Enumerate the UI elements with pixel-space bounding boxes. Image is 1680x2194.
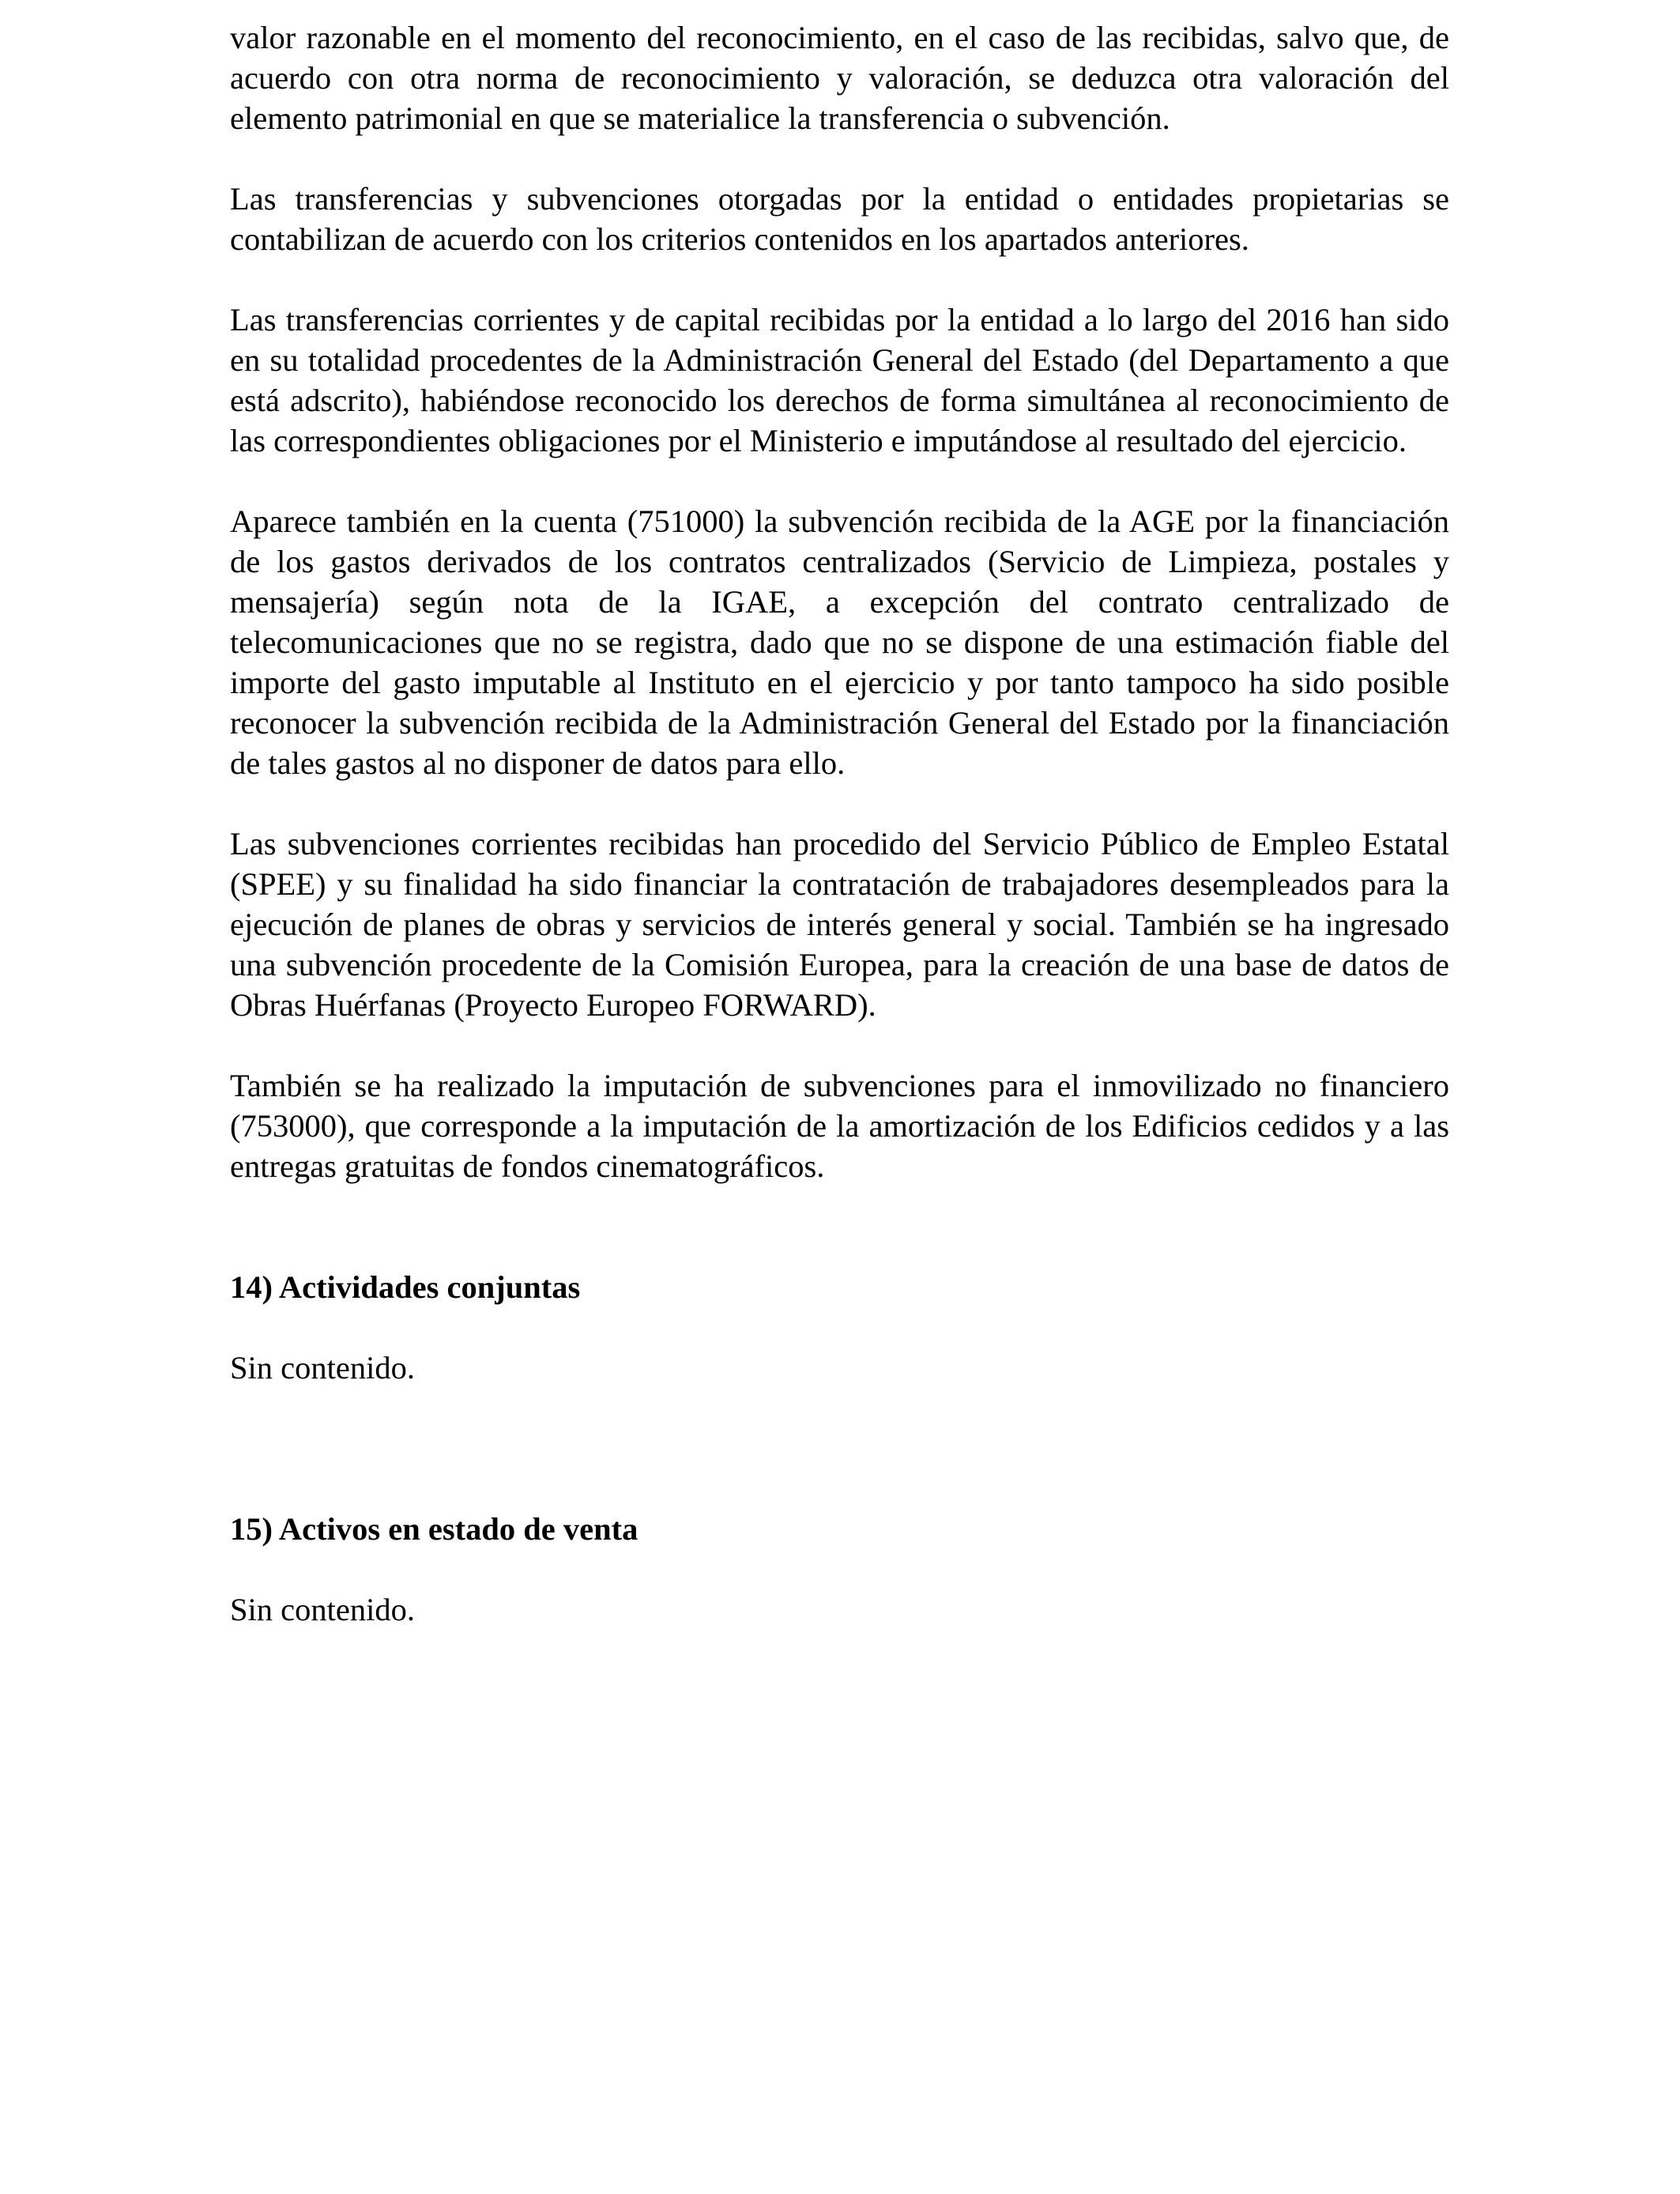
document-page <box>230 17 1449 1630</box>
section-heading-activos-estado-venta: 15) Activos en estado de venta <box>230 1511 638 1547</box>
section-body-activos-estado-venta: Sin contenido. <box>230 1592 415 1627</box>
paragraph-cuenta-751000: Aparece también en la cuenta (751000) la subvención recibida de la AGE por la financiación de los gastos derivados de los contratos centralizados (Servicio de Limpieza, postales y mensajería) según nota de la IGAE, a excepción del contrato centralizado de telecomunicaciones que no se registra, dado que no se dispone de una estimación fiable del importe del gasto imputable al Instituto en el ejercicio y por tanto tampoco ha sido posible reconocer la subvención recibida de la Administración General del Estado por la financiación de tales gastos al no disponer de datos para ello. <box>230 503 1449 781</box>
paragraph-transferencias-recibidas: Las transferencias corrientes y de capital recibidas por la entidad a lo largo del 2016 han sido en su totalidad procedentes de la Administración General del Estado (del Departamento a que está adscrito), habiéndose reconocido los derechos de forma simultánea al reconocimiento de las correspondientes obligaciones por el Ministerio e imputándose al resultado del ejercicio. <box>230 302 1449 458</box>
paragraph-valoracion: valor razonable en el momento del reconocimiento, en el caso de las recibidas, salvo que, de acuerdo con otra norma de reconocimiento y valoración, se deduzca otra valoración del elemento patrimonial en que se materialice la transferencia o subvención. <box>230 20 1449 136</box>
paragraph-subvenciones-corrientes: Las subvenciones corrientes recibidas han procedido del Servicio Público de Empleo Estatal (SPEE) y su finalidad ha sido financiar la contratación de trabajadores desempleados para la ejecución de planes de obras y servicios de interés general y social. También se ha ingresado una subvención procedente de la Comisión Europea, para la creación de una base de datos de Obras Huérfanas (Proyecto Europeo FORWARD). <box>230 826 1449 1023</box>
section-heading-actividades-conjuntas: 14) Actividades conjuntas <box>230 1269 581 1305</box>
paragraph-transferencias-otorgadas: Las transferencias y subvenciones otorgadas por la entidad o entidades propietarias se contabilizan de acuerdo con los criterios contenidos en los apartados anteriores. <box>230 181 1449 257</box>
section-body-actividades-conjuntas: Sin contenido. <box>230 1350 415 1385</box>
paragraph-imputacion-subvenciones: También se ha realizado la imputación de subvenciones para el inmovilizado no financiero (753000), que corresponde a la imputación de la amortización de los Edificios cedidos y a las entregas gratuitas de fondos cinematográficos. <box>230 1068 1449 1184</box>
